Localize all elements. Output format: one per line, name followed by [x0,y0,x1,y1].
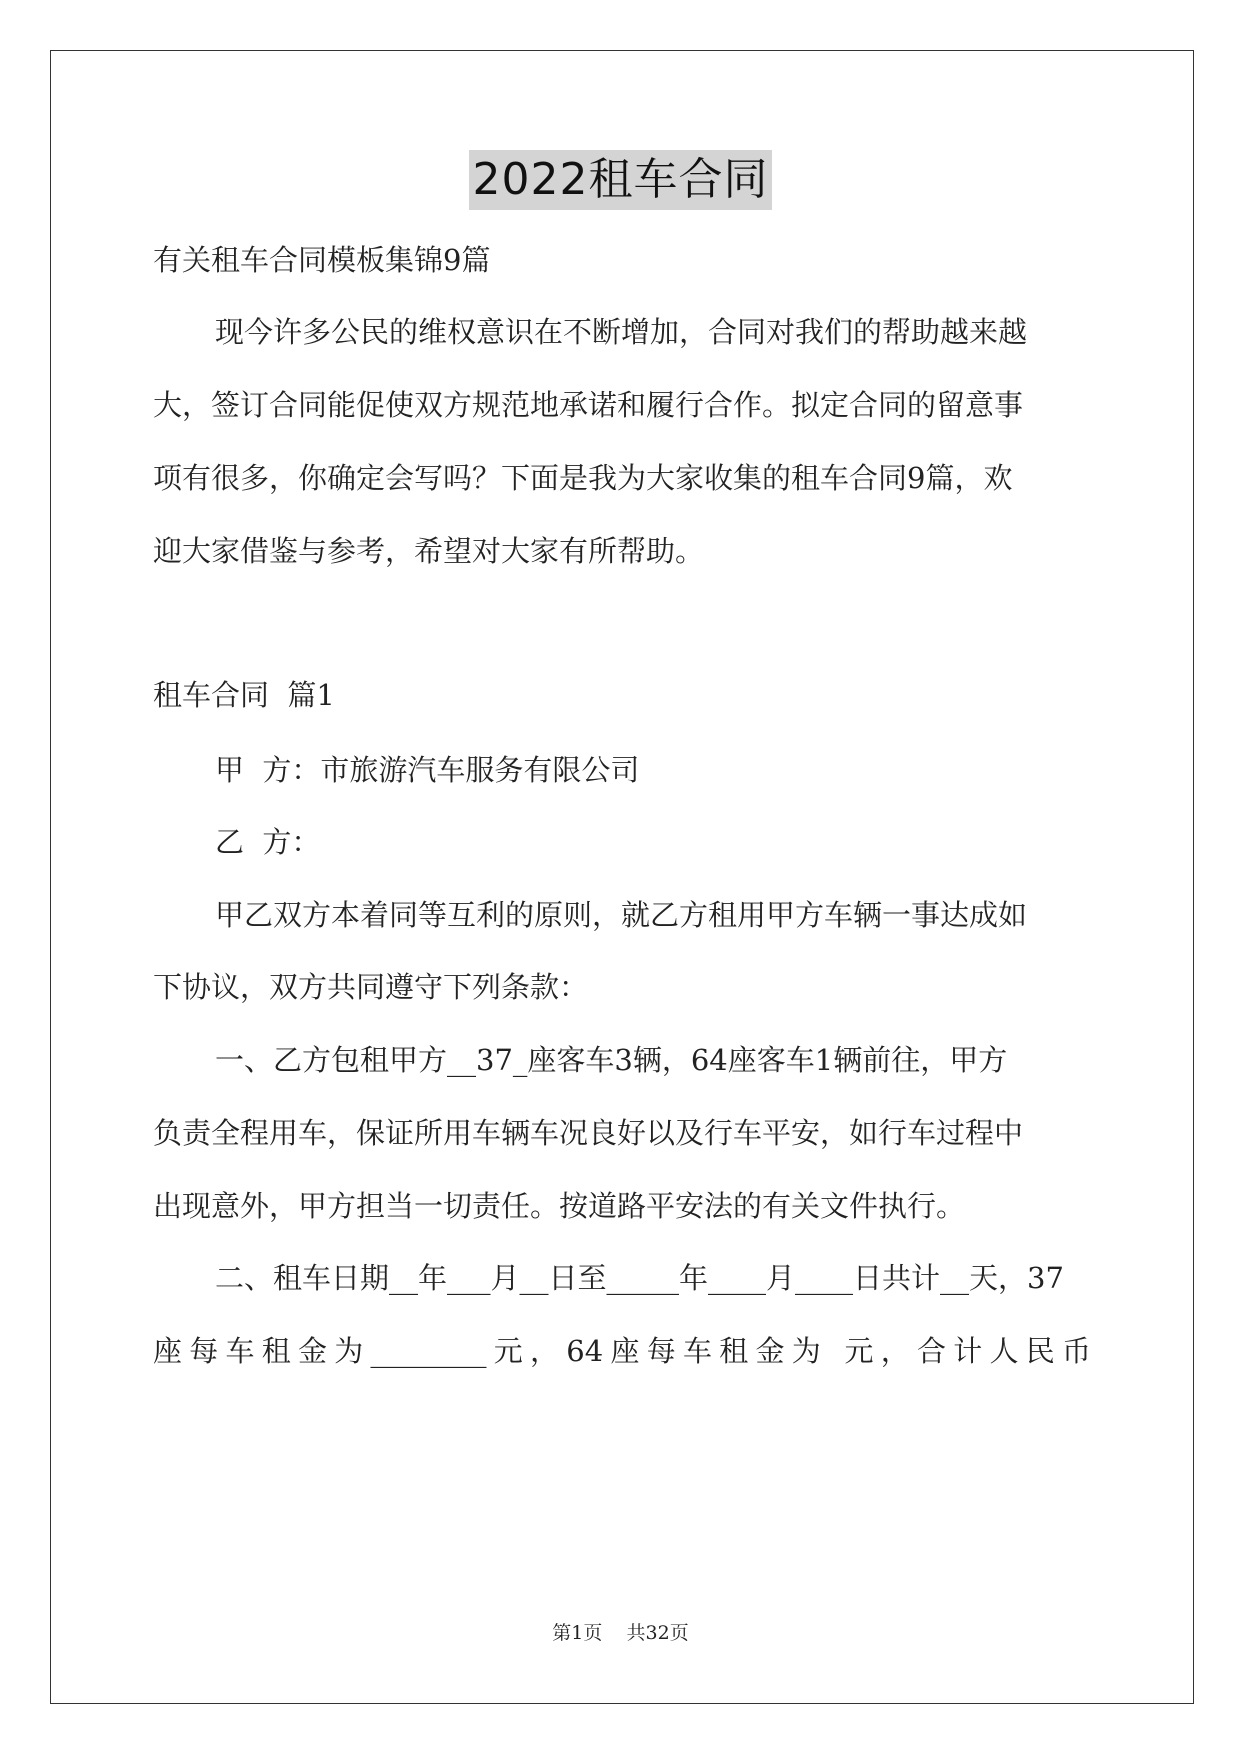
section-heading: 租车合同 篇1 [153,678,335,712]
clause1-line-3: 出现意外，甲方担当一切责任。按道路平安法的有关文件执行。 [153,1189,966,1223]
document-subtitle: 有关租车合同模板集锦9篇 [153,243,491,277]
intro-line-1: 现今许多公民的维权意识在不断增加，合同对我们的帮助越来越 [215,315,1028,349]
document-title: 2022租车合同 [469,150,773,210]
title-container [0,150,1241,210]
clause2-line-1: 二、租车日期__年___月__日至_____年____月____日共计__天，37 [215,1261,1064,1295]
agreement-line-1: 甲乙双方本着同等互利的原则，就乙方租用甲方车辆一事达成如 [215,898,1028,932]
clause1-line-2: 负责全程用车，保证所用车辆车况良好以及行车平安，如行车过程中 [153,1116,1024,1150]
intro-line-2: 大，签订合同能促使双方规范地承诺和履行合作。拟定合同的留意事 [153,388,1024,422]
page-border [50,50,1194,1704]
clause1-line-1: 一、乙方包租甲方__37_座客车3辆，64座客车1辆前往，甲方 [215,1043,1008,1077]
agreement-line-2: 下协议，双方共同遵守下列条款： [153,970,589,1004]
clause2-line-2: 座每车租金为________元，64座每车租金为 元，合计人民币 [153,1334,1091,1368]
intro-line-4: 迎大家借鉴与参考，希望对大家有所帮助。 [153,534,705,568]
party-b-line: 乙 方： [215,825,321,859]
party-a-line: 甲 方：市旅游汽车服务有限公司 [215,753,640,787]
page-footer: 第1页 共32页 [552,1622,689,1644]
intro-line-3: 项有很多，你确定会写吗？下面是我为大家收集的租车合同9篇，欢 [153,461,1013,495]
